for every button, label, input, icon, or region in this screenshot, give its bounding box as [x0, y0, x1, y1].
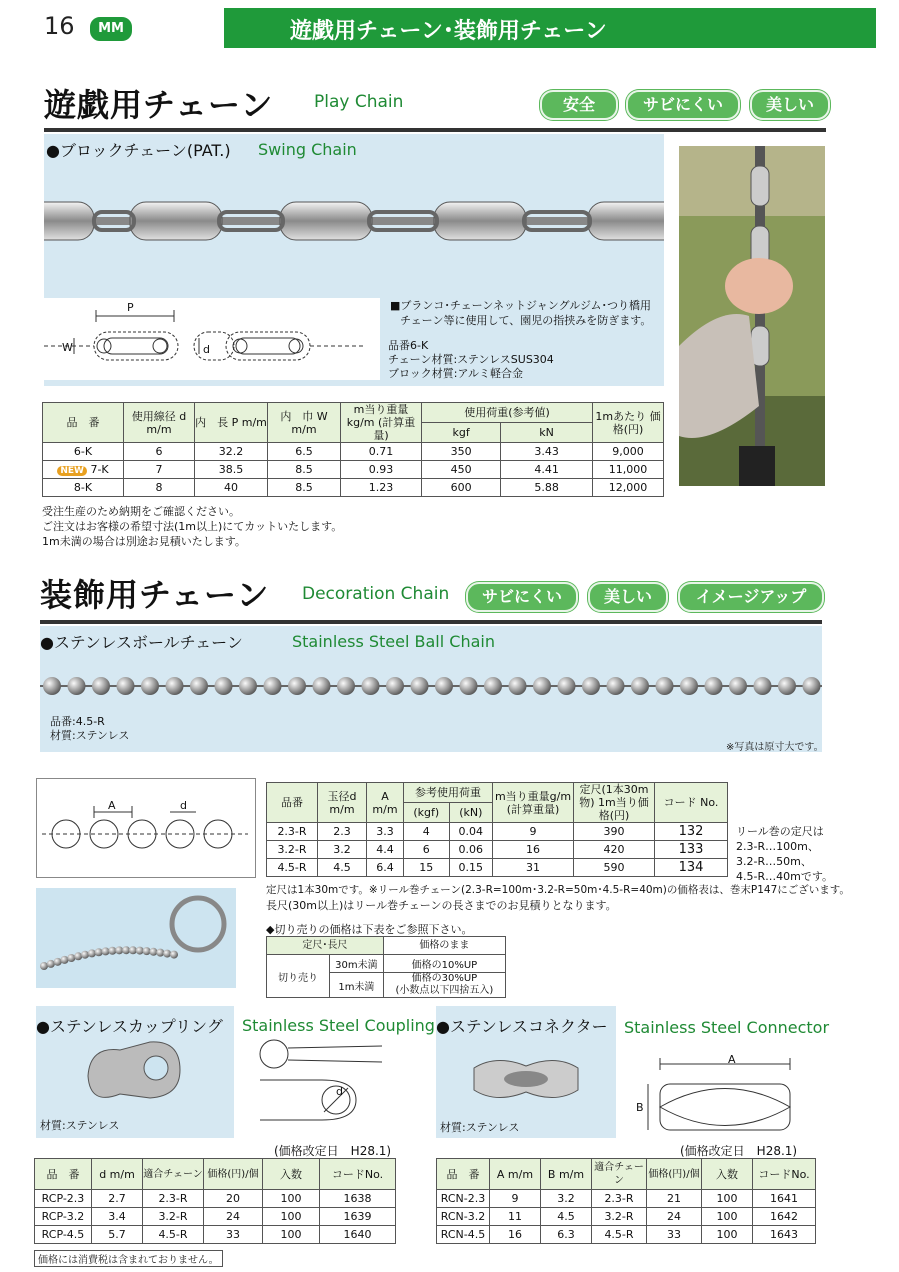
cell: 3.2-R: [143, 1208, 204, 1226]
chain-ball: [115, 946, 123, 954]
cell: 3.4: [92, 1208, 143, 1226]
cell: 8-K: [43, 479, 124, 497]
diagram-label-p: P: [127, 301, 134, 314]
cell: 2.3-R: [143, 1190, 204, 1208]
play-note-3: 1m未満の場合は別途お見積いたします。: [42, 535, 246, 548]
cell: 100: [702, 1226, 753, 1244]
connector-diagram-label-b: B: [636, 1101, 644, 1114]
cell: 33: [204, 1226, 263, 1244]
table-row: [267, 841, 728, 859]
cell: 134: [655, 859, 728, 877]
chain-ball: [68, 677, 86, 695]
table-row: [437, 1190, 816, 1208]
reel-note-2: 2.3-R…100m、: [736, 840, 819, 853]
cell-text: 価格の30%UP: [411, 973, 478, 984]
cell: 3.2-R: [267, 841, 318, 859]
chain-ball: [54, 958, 62, 966]
cell: 1638: [320, 1190, 396, 1208]
coupling-diagram-label-d: d: [336, 1085, 343, 1098]
swing-spec-1: 品番6-K: [388, 339, 429, 352]
chain-ball: [95, 948, 103, 956]
cell: 12,000: [593, 479, 664, 497]
play-note-2: ご注文はお客様の希望寸法(1m以上)にてカットいたします。: [42, 520, 343, 533]
chain-ball: [122, 946, 130, 954]
cell: RCP-4.5: [35, 1226, 92, 1244]
cell: 33: [647, 1226, 702, 1244]
cell: 38.5: [195, 461, 268, 479]
chain-ball: [484, 677, 502, 695]
badge-safe: 安全: [540, 90, 618, 120]
chain-ball: [754, 677, 772, 695]
cell: 7-K: [90, 463, 109, 476]
play-section-title: 遊戯用チェーン: [44, 86, 274, 124]
new-badge: NEW: [57, 466, 87, 476]
th-price-unchanged: 価格のまま: [383, 937, 505, 955]
swing-spec-3: ブロック材質:アルミ軽合金: [388, 367, 524, 380]
cell: 2.3: [318, 823, 367, 841]
cut-note: ◆切り売りの価格は下表をご参照下さい。: [266, 923, 473, 936]
cell: [383, 973, 505, 998]
chain-ball: [141, 677, 159, 695]
th-inner-length: 内 長 P m/m: [195, 403, 268, 443]
coupling-table: [34, 1158, 396, 1244]
cell: 1.23: [341, 479, 422, 497]
ball-chain-title: ●ステンレスボールチェーン: [40, 633, 243, 652]
cell: 9,000: [593, 443, 664, 461]
cell: 24: [204, 1208, 263, 1226]
swing-desc-2: チェーン等に使用して、園児の指挟みを防ぎます。: [400, 314, 652, 327]
th-price: 定尺(1本30m物) 1m当り価格(円): [574, 783, 655, 823]
cell: 4.4: [367, 841, 404, 859]
th-wire-dia: 使用線径 d m/m: [124, 403, 195, 443]
cell: 6.4: [367, 859, 404, 877]
cell: RCN-3.2: [437, 1208, 490, 1226]
th-part-no: 品 番: [35, 1159, 92, 1190]
chain-ball: [43, 677, 61, 695]
cell: 4.5: [541, 1208, 592, 1226]
cell: 9: [490, 1190, 541, 1208]
chain-ball: [239, 677, 257, 695]
badge-image-up: イメージアップ: [678, 582, 824, 612]
th-standard-length: 定尺･長尺: [267, 937, 384, 955]
chain-ball: [136, 947, 144, 955]
cell: 0.15: [449, 859, 492, 877]
ball-spec-1: 品番:4.5-R: [50, 715, 105, 728]
chain-ball: [108, 947, 116, 955]
footer-tax-note: 価格には消費税は含まれておりません。: [34, 1250, 223, 1267]
cell: 24: [647, 1208, 702, 1226]
cell: RCP-2.3: [35, 1190, 92, 1208]
cell: RCN-2.3: [437, 1190, 490, 1208]
cell: 4.5: [318, 859, 367, 877]
cell: 390: [574, 823, 655, 841]
deco-note-1: 定尺は1本30mです。※リール巻チェーン(2.3-R=100m･3.2-R=50m･4.5-R=40m)の価格表は、巻末P147にございます。: [266, 884, 850, 896]
chain-ball: [656, 677, 674, 695]
cell: 450: [422, 461, 501, 479]
chain-ball: [102, 947, 110, 955]
cell: 40: [195, 479, 268, 497]
chain-ball: [337, 677, 355, 695]
ball-chain-image: [40, 674, 822, 698]
cell: 15: [404, 859, 450, 877]
cell: 420: [574, 841, 655, 859]
table-row: [437, 1226, 816, 1244]
chain-ball: [411, 677, 429, 695]
connector-photo: [466, 1048, 586, 1108]
cell: 31: [493, 859, 574, 877]
cell: 3.2: [541, 1190, 592, 1208]
header-title: 遊戯用チェーン･装飾用チェーン: [290, 19, 607, 44]
badge-rust-resistant: サビにくい: [626, 90, 740, 120]
chain-ball: [156, 949, 164, 957]
th-qty: 入数: [263, 1159, 320, 1190]
chain-ball: [607, 677, 625, 695]
cell: 20: [204, 1190, 263, 1208]
cell: 30m未満: [330, 955, 384, 973]
swing-desc-1: ■ブランコ･チェーンネットジャングルジム･つり橋用: [390, 299, 652, 312]
deco-note-2: 長尺(30m以上)はリール巻チェーンの長さまでのお見積りとなります。: [266, 899, 617, 912]
connector-material: 材質:ステンレス: [440, 1121, 520, 1134]
cell: 6: [124, 443, 195, 461]
mm-logo: MM: [88, 15, 134, 43]
chain-ball: [170, 951, 178, 959]
th-code: コードNo.: [753, 1159, 816, 1190]
chain-ball: [386, 677, 404, 695]
th-kgf: (kgf): [404, 803, 450, 823]
swing-chain-photo: [679, 146, 825, 486]
th-working-load: 使用荷重(参考値): [422, 403, 593, 423]
chain-ball: [47, 960, 55, 968]
cell: 9: [493, 823, 574, 841]
chain-ball: [729, 677, 747, 695]
cell: 100: [263, 1190, 320, 1208]
th-qty: 入数: [702, 1159, 753, 1190]
cell: 1643: [753, 1226, 816, 1244]
swing-chain-title-en: Swing Chain: [258, 140, 357, 159]
coupling-material: 材質:ステンレス: [40, 1119, 120, 1132]
diagram-label-d: d: [203, 343, 210, 356]
th-kn: (kN): [449, 803, 492, 823]
chain-ball: [803, 677, 821, 695]
chain-ball: [117, 677, 135, 695]
th-weight: m当り重量kg/m (計算重量): [341, 403, 422, 443]
swing-chain-table: [42, 402, 664, 497]
table-row: [267, 859, 728, 877]
cell: 4.5-R: [143, 1226, 204, 1244]
cell: 0.93: [341, 461, 422, 479]
chain-ball: [313, 677, 331, 695]
th-code: コード No.: [655, 783, 728, 823]
cell: 0.06: [449, 841, 492, 859]
cell: 1640: [320, 1226, 396, 1244]
coupling-photo: [80, 1036, 190, 1116]
th-inner-width: 内 巾 W m/m: [268, 403, 341, 443]
chain-ball: [74, 952, 82, 960]
connector-diagram-label-a: A: [728, 1053, 736, 1066]
chain-ball: [88, 949, 96, 957]
cell: 2.3-R: [267, 823, 318, 841]
chain-ball: [40, 962, 48, 970]
cell: 11: [490, 1208, 541, 1226]
th-fit-chain: 適合チェーン: [592, 1159, 647, 1190]
cell: 2.7: [92, 1190, 143, 1208]
coupling-price-date: (価格改定日 H28.1): [274, 1144, 392, 1158]
cell: 8: [124, 479, 195, 497]
cell: 1642: [753, 1208, 816, 1226]
cell: 350: [422, 443, 501, 461]
chain-ball: [190, 677, 208, 695]
chain-ball: [81, 951, 89, 959]
cell: RCP-3.2: [35, 1208, 92, 1226]
cell: 600: [422, 479, 501, 497]
cell: 11,000: [593, 461, 664, 479]
chain-ball: [460, 677, 478, 695]
chain-ball: [362, 677, 380, 695]
chain-ball: [264, 677, 282, 695]
swing-chain-title: ●ブロックチェーン(PAT.): [46, 141, 231, 160]
cell: 4.41: [501, 461, 593, 479]
diagram-label-d-ball: d: [180, 799, 187, 812]
chain-ball: [61, 956, 69, 964]
table-row: [35, 1208, 396, 1226]
page-number: 16: [44, 12, 75, 40]
cell: 1641: [753, 1190, 816, 1208]
cut-label: 切り売り: [267, 955, 330, 998]
cell: 5.88: [501, 479, 593, 497]
chain-ball: [582, 677, 600, 695]
th-fit-chain: 適合チェーン: [143, 1159, 204, 1190]
cell: 8.5: [268, 479, 341, 497]
chain-ball: [778, 677, 796, 695]
diagram-label-a: A: [108, 799, 116, 812]
table-row: [437, 1208, 816, 1226]
cell: 100: [702, 1208, 753, 1226]
th-ball-dia: 玉径d m/m: [318, 783, 367, 823]
chain-ball: [288, 677, 306, 695]
deco-section-title: 装飾用チェーン: [40, 576, 270, 614]
th-ref-load: 参考使用荷重: [404, 783, 493, 803]
connector-title-en: Stainless Steel Connector: [624, 1018, 830, 1037]
cell: 100: [263, 1226, 320, 1244]
cell: 8.5: [268, 461, 341, 479]
cell: 132: [655, 823, 728, 841]
th-a: A m/m: [367, 783, 404, 823]
connector-table: [436, 1158, 816, 1244]
cell: 3.2: [318, 841, 367, 859]
cell: 32.2: [195, 443, 268, 461]
reel-note-3: 3.2-R…50m、: [736, 855, 812, 868]
cell: 6-K: [43, 443, 124, 461]
swing-chain-image: [44, 192, 664, 252]
chain-ball: [435, 677, 453, 695]
chain-ball: [215, 677, 233, 695]
ball-spec-2: 材質:ステンレス: [50, 729, 130, 742]
cell: 7: [124, 461, 195, 479]
chain-ball: [92, 677, 110, 695]
chain-ball: [143, 947, 151, 955]
ball-chain-title-en: Stainless Steel Ball Chain: [292, 632, 495, 651]
chain-ball: [631, 677, 649, 695]
cell: 価格の10%UP: [383, 955, 505, 973]
cell-text: (小数点以下四捨五入): [395, 985, 494, 996]
cell: 6.5: [268, 443, 341, 461]
cell: 21: [647, 1190, 702, 1208]
connector-price-date: (価格改定日 H28.1): [680, 1144, 798, 1158]
badge-beautiful-2: 美しい: [588, 582, 668, 612]
swing-chain-diagram: [44, 298, 380, 380]
reel-note-1: リール巻の定尺は: [736, 825, 824, 838]
cell: 4.5-R: [267, 859, 318, 877]
th-b: B m/m: [541, 1159, 592, 1190]
cell: 100: [702, 1190, 753, 1208]
cell: 1m未満: [330, 973, 384, 998]
keyring-photo: [36, 888, 236, 988]
photo-note: ※写真は原寸大です。: [726, 742, 824, 753]
diagram-label-w: W: [62, 341, 73, 354]
chain-ball: [129, 946, 137, 954]
th-weight: m当り重量g/m (計算重量): [493, 783, 574, 823]
badge-beautiful: 美しい: [750, 90, 830, 120]
th-a: A m/m: [490, 1159, 541, 1190]
swing-spec-2: チェーン材質:ステンレスSUS304: [388, 353, 554, 366]
th-price: 1mあたり 価格(円): [593, 403, 664, 443]
cell: 16: [493, 841, 574, 859]
chain-ball: [166, 677, 184, 695]
cell: 0.04: [449, 823, 492, 841]
play-section-rule: [44, 128, 826, 132]
th-part-no: 品番: [267, 783, 318, 823]
chain-ball: [705, 677, 723, 695]
deco-section-title-en: Decoration Chain: [302, 584, 450, 604]
th-kn: kN: [501, 423, 593, 443]
chain-ball: [533, 677, 551, 695]
ball-chain-table: [266, 782, 728, 877]
th-part-no: 品 番: [43, 403, 124, 443]
ball-chain-diagram: [36, 778, 254, 876]
cell: 6: [404, 841, 450, 859]
table-row: [267, 823, 728, 841]
table-row: [43, 479, 664, 497]
th-kgf: kgf: [422, 423, 501, 443]
cell: 3.3: [367, 823, 404, 841]
chain-ball: [67, 954, 75, 962]
chain-ball: [558, 677, 576, 695]
play-note-1: 受注生産のため納期をご確認ください。: [42, 505, 240, 518]
chain-ball: [163, 950, 171, 958]
th-price: 価格(円)/個: [647, 1159, 702, 1190]
cell: 16: [490, 1226, 541, 1244]
cell: RCN-4.5: [437, 1226, 490, 1244]
coupling-title-en: Stainless Steel Coupling: [242, 1016, 435, 1035]
coupling-title: ●ステンレスカップリング: [36, 1017, 223, 1036]
chain-ball: [149, 948, 157, 956]
cell-with-new: [43, 461, 124, 479]
play-section-title-en: Play Chain: [314, 92, 404, 112]
cell: 1639: [320, 1208, 396, 1226]
deco-section-rule: [40, 620, 822, 624]
chain-ball: [509, 677, 527, 695]
cell: 3.2-R: [592, 1208, 647, 1226]
cell: 4.5-R: [592, 1226, 647, 1244]
table-row: [43, 461, 664, 479]
th-part-no: 品 番: [437, 1159, 490, 1190]
badge-rust-resistant-2: サビにくい: [466, 582, 578, 612]
table-row: [35, 1226, 396, 1244]
cell: 4: [404, 823, 450, 841]
th-d: d m/m: [92, 1159, 143, 1190]
cell: 590: [574, 859, 655, 877]
table-row: [35, 1190, 396, 1208]
reel-note-4: 4.5-R…40mです。: [736, 870, 833, 883]
chain-ball: [680, 677, 698, 695]
connector-title: ●ステンレスコネクター: [436, 1017, 608, 1036]
connector-diagram: [640, 1050, 810, 1140]
th-price: 価格(円)/個: [204, 1159, 263, 1190]
cell: 6.3: [541, 1226, 592, 1244]
cell: 100: [263, 1208, 320, 1226]
cell: 133: [655, 841, 728, 859]
cell: 3.43: [501, 443, 593, 461]
cell: 2.3-R: [592, 1190, 647, 1208]
cut-price-table: [266, 936, 506, 998]
coupling-diagram: [252, 1034, 432, 1124]
table-row: [43, 443, 664, 461]
cell: 0.71: [341, 443, 422, 461]
th-code: コードNo.: [320, 1159, 396, 1190]
cell: 5.7: [92, 1226, 143, 1244]
